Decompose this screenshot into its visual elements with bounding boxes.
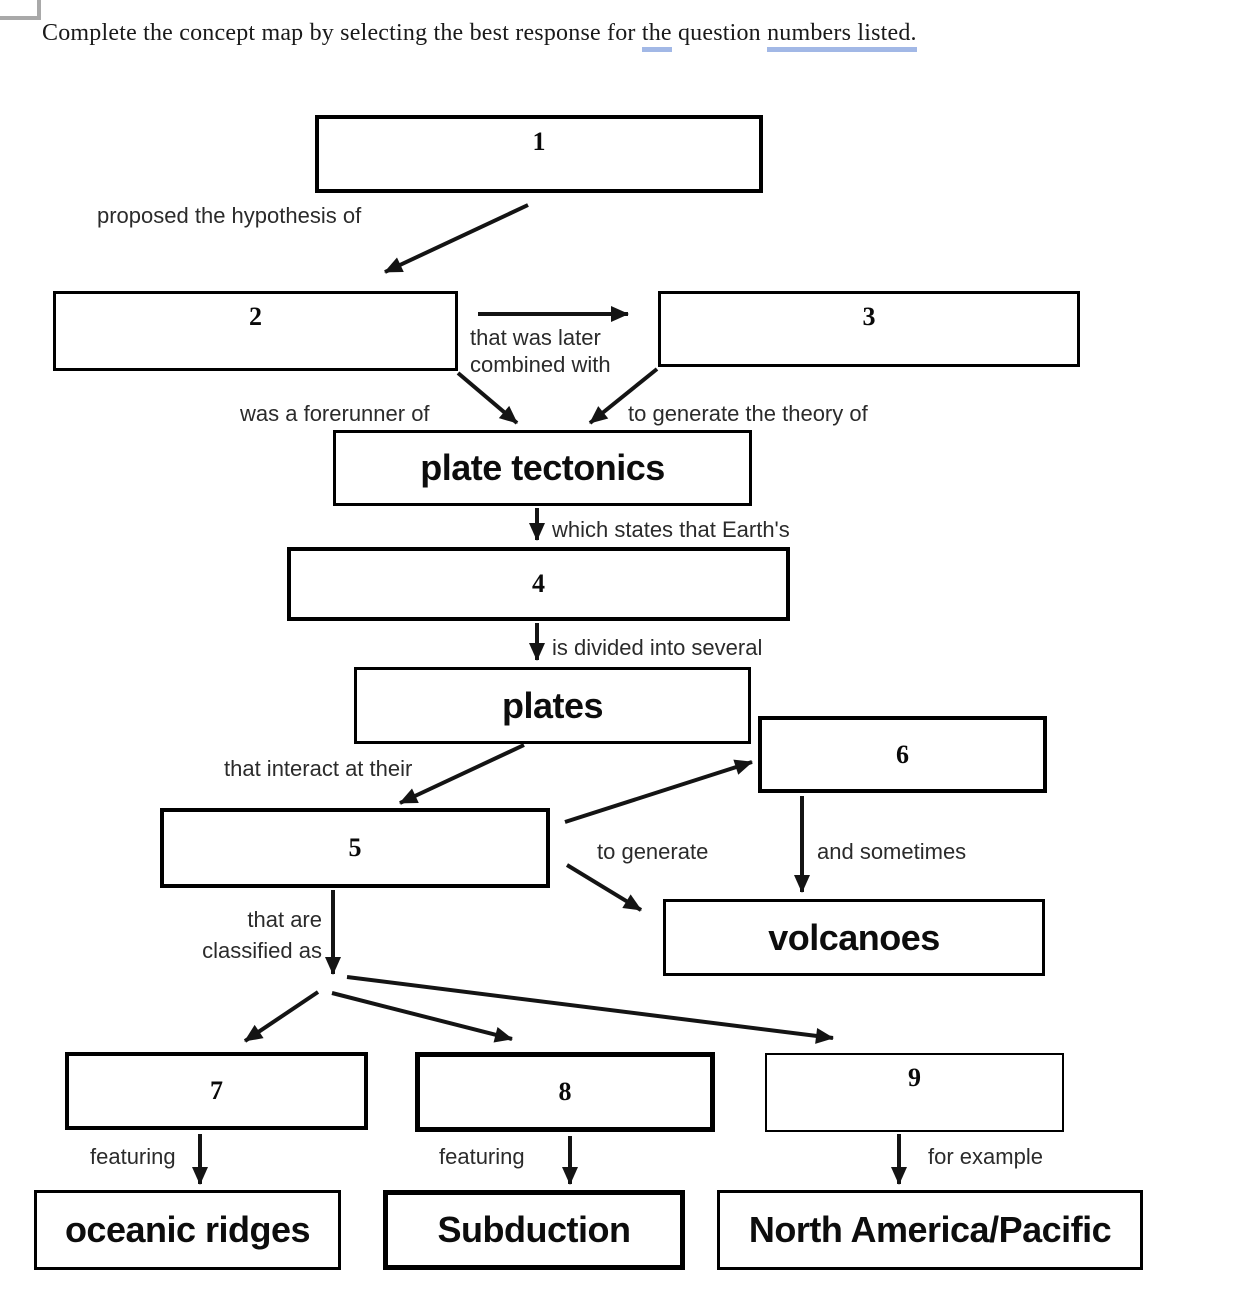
question-box-7 bbox=[65, 1052, 368, 1130]
edge-label-proposed-hypothesis: proposed the hypothesis of bbox=[97, 203, 362, 228]
question-box-4 bbox=[287, 547, 790, 621]
question-number: 7 bbox=[210, 1076, 223, 1105]
term-label: Subduction bbox=[437, 1209, 631, 1250]
question-number: 3 bbox=[862, 302, 876, 331]
term-label: volcanoes bbox=[768, 916, 940, 958]
question-box-9 bbox=[765, 1053, 1064, 1132]
term-box-volcanoes bbox=[663, 899, 1045, 976]
term-box-oceanic-ridges bbox=[34, 1190, 341, 1270]
arrow-fan-to-box8 bbox=[332, 993, 512, 1039]
term-box-north-america-pacific bbox=[717, 1190, 1143, 1270]
question-number: 5 bbox=[348, 833, 362, 862]
arrow-box5-to-volcanoes bbox=[567, 865, 641, 910]
edge-label-and-sometimes: and sometimes bbox=[817, 839, 967, 864]
edge-label-for-example: for example bbox=[928, 1144, 1043, 1169]
term-box-plates bbox=[354, 667, 751, 744]
edge-label-featuring-mid: featuring bbox=[439, 1144, 525, 1169]
edge-label-divided-into: is divided into several bbox=[552, 635, 763, 660]
arrow-fan-to-box7 bbox=[245, 992, 318, 1041]
edge-label-which-states: which states that Earth's bbox=[552, 517, 790, 542]
question-box-6 bbox=[758, 716, 1047, 793]
grammar-underline-1: the bbox=[642, 20, 672, 52]
question-number: 1 bbox=[532, 127, 546, 156]
question-number: 2 bbox=[249, 302, 262, 331]
arrow-box1-to-box2 bbox=[385, 205, 528, 272]
edge-label-interact-at: that interact at their bbox=[224, 756, 413, 781]
term-label: plates bbox=[501, 684, 604, 726]
question-box-1 bbox=[315, 115, 763, 193]
edge-label-featuring-left: featuring bbox=[90, 1144, 176, 1169]
arrow-plates-to-box5 bbox=[400, 745, 524, 803]
term-label: plate tectonics bbox=[420, 447, 665, 488]
edge-label-classified-line1: that are bbox=[247, 907, 322, 932]
arrow-box5-to-box6 bbox=[565, 762, 752, 822]
term-label: North America/Pacific bbox=[748, 1209, 1112, 1250]
question-box-2 bbox=[53, 291, 458, 371]
question-number: 9 bbox=[908, 1063, 921, 1092]
term-label: oceanic ridges bbox=[64, 1209, 311, 1250]
edge-label-later-combined-line1: that was later bbox=[470, 325, 601, 350]
question-number: 8 bbox=[558, 1077, 572, 1106]
arrow-box2-to-plate-tectonics bbox=[458, 373, 517, 423]
question-box-5 bbox=[160, 808, 550, 888]
grammar-underline-2: numbers listed. bbox=[767, 20, 917, 52]
question-number: 4 bbox=[532, 569, 545, 598]
instruction-segment: question bbox=[671, 20, 768, 46]
edge-label-classified-line2: classified as bbox=[202, 938, 322, 963]
edge-label-forerunner: was a forerunner of bbox=[240, 401, 430, 426]
question-box-3 bbox=[658, 291, 1080, 367]
edge-label-to-generate: to generate bbox=[597, 839, 709, 864]
term-box-plate-tectonics bbox=[333, 430, 752, 506]
instruction-segment: Complete the concept map by selecting the best response for bbox=[42, 20, 642, 46]
question-box-8 bbox=[415, 1052, 715, 1132]
term-box-subduction bbox=[383, 1190, 685, 1270]
question-number: 6 bbox=[896, 739, 909, 769]
edge-label-later-combined-line2: combined with bbox=[470, 352, 611, 377]
arrow-fan-to-box9 bbox=[347, 977, 833, 1038]
edge-label-generate-theory: to generate the theory of bbox=[628, 401, 868, 426]
